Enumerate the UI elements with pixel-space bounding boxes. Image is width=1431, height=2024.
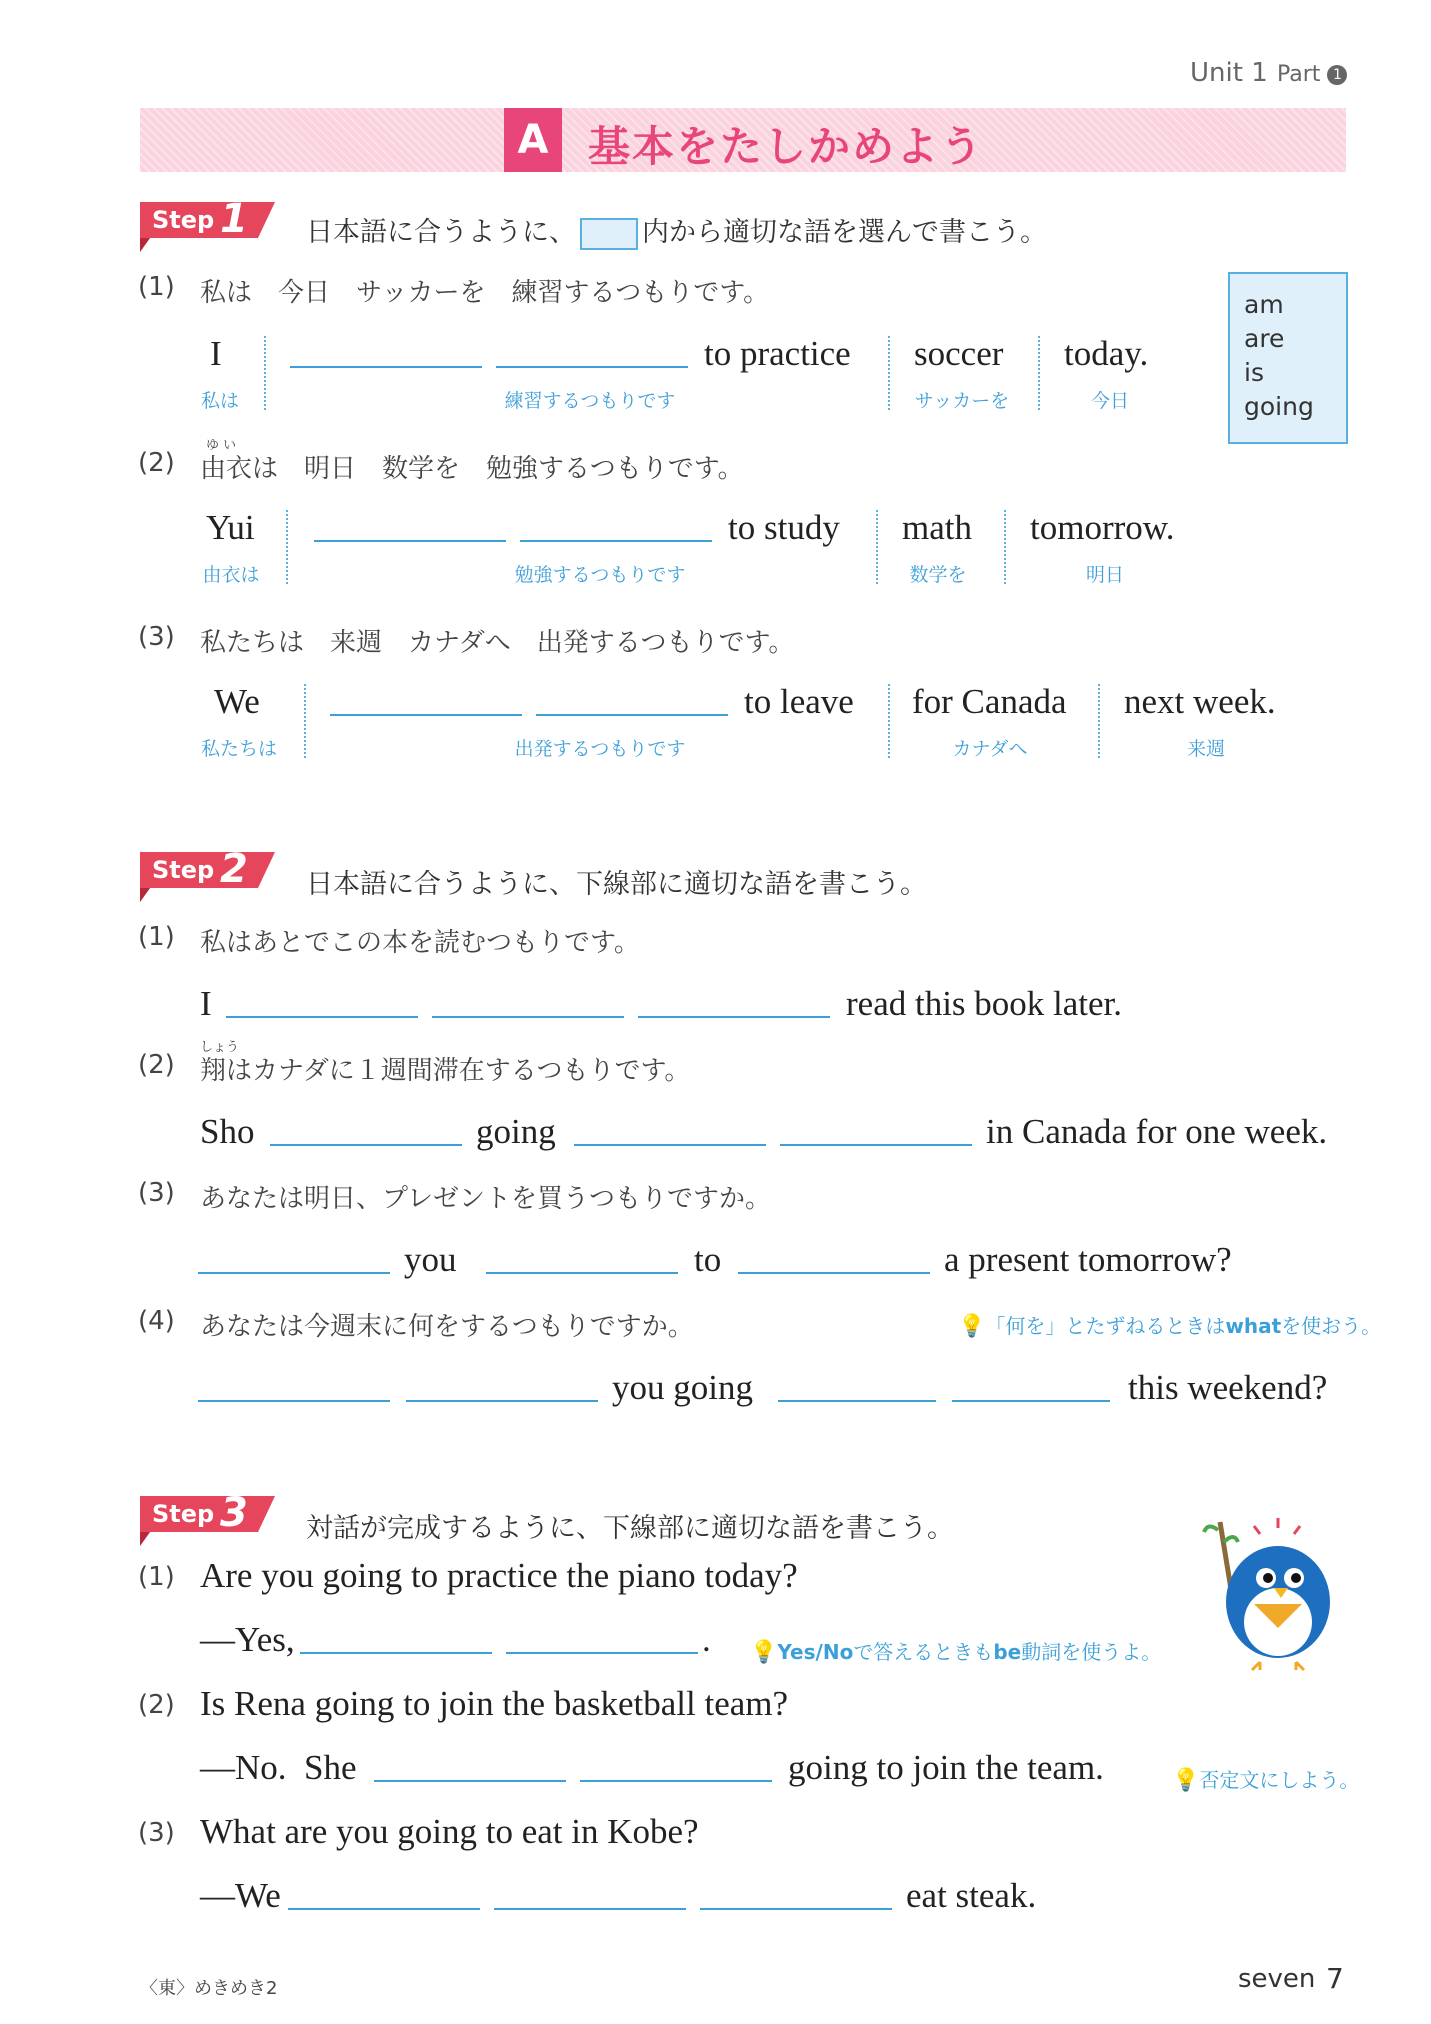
q-number: (1) <box>138 1562 175 1592</box>
step3-badge: Step 3 <box>140 1496 280 1548</box>
separator <box>1098 684 1100 758</box>
answer-blank[interactable] <box>406 1400 598 1402</box>
section-banner <box>140 108 1346 172</box>
part-label: Part 1 <box>1277 62 1347 87</box>
answer-blank[interactable] <box>780 1144 972 1146</box>
q-time-gloss: 今日 <box>1090 390 1129 412</box>
answer-blank[interactable] <box>198 1272 390 1274</box>
q-time: tomorrow. <box>1030 508 1175 547</box>
separator <box>286 510 288 584</box>
footer-page-number: 7 <box>1326 1962 1344 1995</box>
answer-prefix: —Yes, <box>200 1620 295 1659</box>
q-word: I <box>200 984 212 1023</box>
step2-instruction: 日本語に合うように、下線部に適切な語を書こう。 <box>306 869 927 900</box>
separator <box>304 684 306 758</box>
lightbulb-icon: 💡 <box>958 1314 986 1339</box>
q-object: soccer <box>914 334 1004 373</box>
answer-suffix: going to join the team. <box>788 1748 1104 1787</box>
answer-prefix: —We <box>200 1876 281 1915</box>
separator <box>888 684 890 758</box>
q-number: (3) <box>138 622 175 652</box>
q-english: Are you going to practice the piano today? <box>200 1556 798 1595</box>
answer-blank[interactable] <box>738 1272 930 1274</box>
word-choice: going <box>1244 392 1314 421</box>
answer-blank[interactable] <box>374 1780 566 1782</box>
q-subject: We <box>214 682 260 721</box>
separator <box>876 510 878 584</box>
answer-blank[interactable] <box>290 366 482 368</box>
ruby: ゆ い <box>206 438 237 453</box>
q-word: Sho <box>200 1112 255 1151</box>
q-japanese: 私は 今日 サッカーを 練習するつもりです。 <box>200 278 770 308</box>
answer-blank[interactable] <box>580 1780 772 1782</box>
q-japanese: 翔はカナダに１週間滞在するつもりです。 <box>200 1056 691 1086</box>
q-japanese: 由衣は 明日 数学を 勉強するつもりです。 <box>200 454 744 484</box>
q-japanese: あなたは明日、プレゼントを買うつもりですか。 <box>200 1184 771 1214</box>
q-word: to <box>694 1240 722 1279</box>
answer-blank[interactable] <box>778 1400 936 1402</box>
q-japanese: 私たちは 来週 カナダへ 出発するつもりです。 <box>200 628 795 658</box>
answer-blank[interactable] <box>300 1652 492 1654</box>
q-number: (2) <box>138 1050 175 1080</box>
q-word: in Canada for one week. <box>986 1112 1328 1151</box>
answer-blank[interactable] <box>520 540 712 542</box>
answer-blank[interactable] <box>486 1272 678 1274</box>
q-time: next week. <box>1124 682 1276 721</box>
section-title: 基本をたしかめよう <box>588 122 985 171</box>
word-choice: are <box>1244 324 1285 353</box>
q-verb-gloss: 勉強するつもりです <box>514 564 686 586</box>
q-word: a present tomorrow? <box>944 1240 1232 1279</box>
answer-blank[interactable] <box>506 1652 698 1654</box>
answer-suffix: . <box>702 1620 711 1659</box>
separator <box>888 336 890 410</box>
answer-blank[interactable] <box>314 540 506 542</box>
q-time-gloss: 明日 <box>1085 564 1124 586</box>
q-english: Is Rena going to join the basketball team? <box>200 1684 789 1723</box>
q-subject-gloss: 私は <box>200 390 239 412</box>
hint: 💡否定文にしよう。 <box>1172 1768 1360 1793</box>
q-japanese: 私はあとでこの本を読むつもりです。 <box>200 928 640 958</box>
q-word: you <box>404 1240 457 1279</box>
q-number: (4) <box>138 1306 175 1336</box>
q-word: read this book later. <box>846 984 1123 1023</box>
q-number: (2) <box>138 448 175 478</box>
section-letter-badge: A <box>504 108 562 172</box>
q-number: (3) <box>138 1818 175 1848</box>
word-choice: am <box>1244 290 1284 319</box>
q-verb-gloss: 出発するつもりです <box>514 738 686 760</box>
hint: 💡Yes/Noで答えるときもbe動詞を使うよ。 <box>750 1640 1162 1665</box>
q-object-gloss: カナダへ <box>952 738 1028 760</box>
answer-blank[interactable] <box>198 1400 390 1402</box>
q-object-gloss: 数学を <box>909 564 967 586</box>
bird-mascot-icon <box>1190 1512 1350 1672</box>
word-choice-box <box>1228 272 1348 444</box>
footer-left: 〈東〉めきめき2 <box>140 1978 278 1999</box>
lightbulb-icon: 💡 <box>750 1640 778 1665</box>
step2-badge: Step 2 <box>140 852 280 904</box>
lightbulb-icon: 💡 <box>1172 1768 1200 1793</box>
q-verb-gloss: 練習するつもりです <box>504 390 676 412</box>
answer-blank[interactable] <box>288 1908 480 1910</box>
q-object: math <box>902 508 972 547</box>
q-subject-gloss: 私たちは <box>200 738 277 760</box>
answer-blank[interactable] <box>270 1144 462 1146</box>
q-verb: to practice <box>704 334 851 373</box>
q-verb: to leave <box>744 682 854 721</box>
q-number: (3) <box>138 1178 175 1208</box>
answer-prefix: —No. She <box>200 1748 357 1787</box>
q-subject-gloss: 由衣は <box>202 564 260 586</box>
q-time: today. <box>1064 334 1149 373</box>
word-box-symbol <box>580 218 638 250</box>
q-subject: I <box>210 334 222 373</box>
q-object-gloss: サッカーを <box>914 390 1010 412</box>
step3-instruction: 対話が完成するように、下線部に適切な語を書こう。 <box>306 1513 954 1544</box>
q-number: (2) <box>138 1690 175 1720</box>
q-object: for Canada <box>912 682 1067 721</box>
q-japanese: あなたは今週末に何をするつもりですか。 <box>200 1312 694 1342</box>
answer-blank[interactable] <box>536 714 728 716</box>
q-english: What are you going to eat in Kobe? <box>200 1812 699 1851</box>
hint: 💡「何を」とたずねるときはwhatを使おう。 <box>958 1314 1382 1339</box>
answer-blank[interactable] <box>700 1908 892 1910</box>
q-verb: to study <box>728 508 840 547</box>
separator <box>264 336 266 410</box>
q-word: you going <box>612 1368 753 1407</box>
answer-blank[interactable] <box>638 1016 830 1018</box>
separator <box>1038 336 1040 410</box>
separator <box>1004 510 1006 584</box>
answer-blank[interactable] <box>494 1908 686 1910</box>
step1-instruction: 日本語に合うように、 内から適切な語を選んで書こう。 <box>306 217 1047 248</box>
q-word: going <box>476 1112 556 1151</box>
part-number-badge: 1 <box>1327 65 1347 85</box>
answer-blank[interactable] <box>432 1016 624 1018</box>
unit-label: Unit 1 <box>1190 58 1268 88</box>
answer-blank[interactable] <box>952 1400 1110 1402</box>
q-subject: Yui <box>206 508 255 547</box>
footer-page-word: seven <box>1238 1964 1316 1994</box>
answer-blank[interactable] <box>226 1016 418 1018</box>
answer-blank[interactable] <box>574 1144 766 1146</box>
answer-suffix: eat steak. <box>906 1876 1037 1915</box>
q-number: (1) <box>138 922 175 952</box>
answer-blank[interactable] <box>330 714 522 716</box>
q-number: (1) <box>138 272 175 302</box>
q-time-gloss: 来週 <box>1186 738 1225 760</box>
ruby: しょう <box>200 1040 240 1055</box>
step1-badge: Step 1 <box>140 202 280 254</box>
word-choice: is <box>1244 358 1264 387</box>
answer-blank[interactable] <box>496 366 688 368</box>
q-word: this weekend? <box>1128 1368 1328 1407</box>
